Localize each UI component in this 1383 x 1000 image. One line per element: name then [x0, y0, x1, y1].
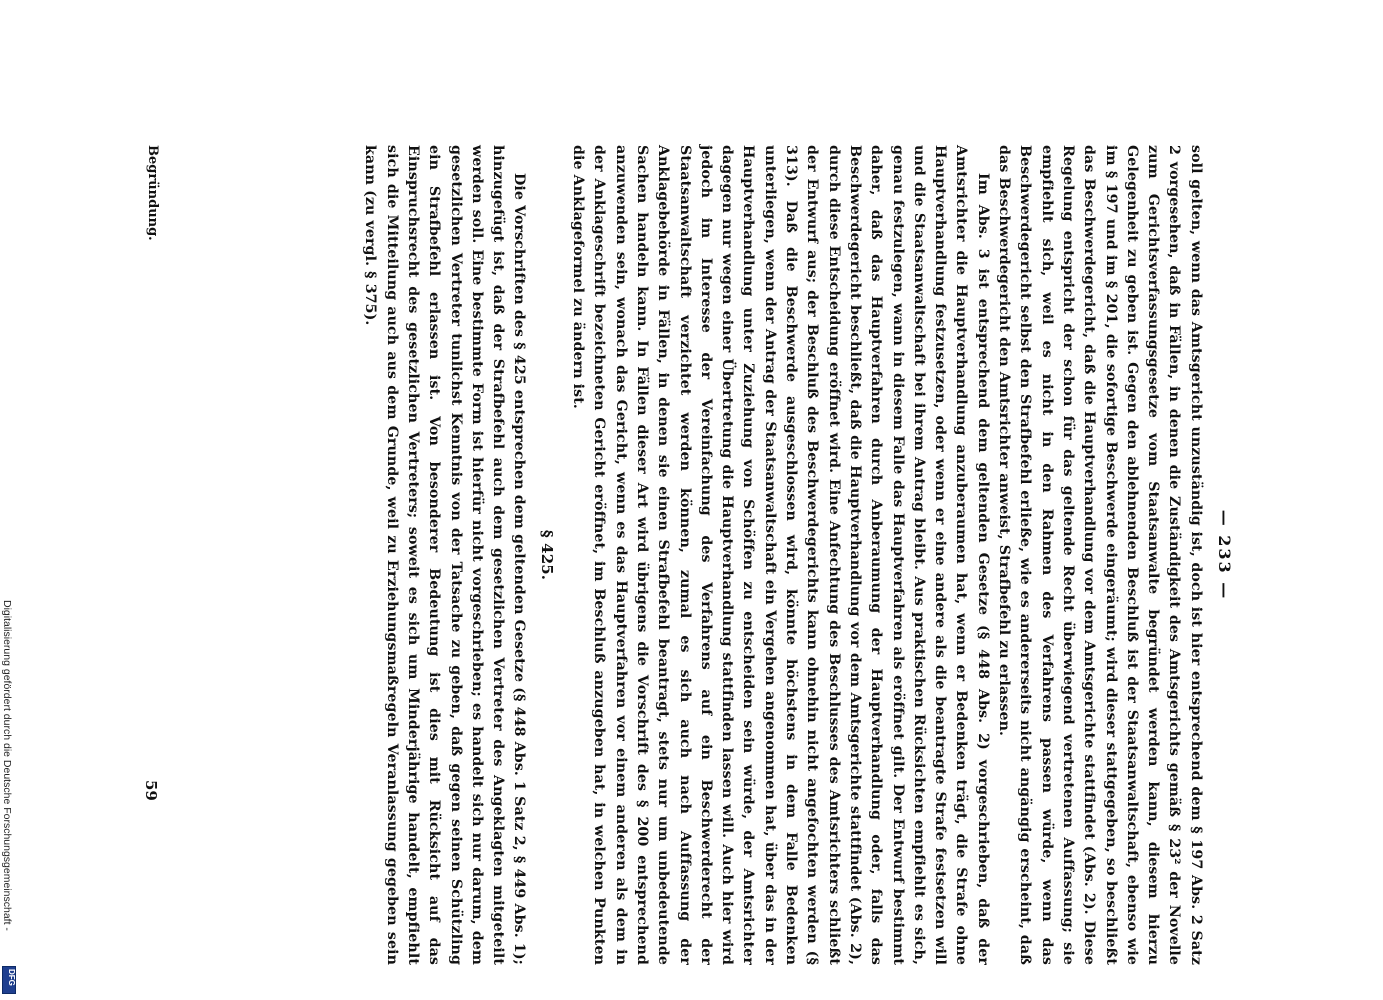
- paragraph-1: soll gelten, wenn das Amtsgericht unzuständig ist, doch ist hier entsprechend dem § 197 Abs. 2 Satz 2 vorgesehen, daß in Fällen, in denen die Zuständigkeit des Amtsgerichts gemäß § 23² der Novelle zum Gerichtsverfassungsgesetze vom Staatsanwalte begründet werden kann, diesem hierzu Gelegenheit zu geben ist. Gegen den ablehnenden Beschluß ist der Staatsanwaltschaft, ebenso wie im § 197 und im § 201, die sofortige Beschwerde eingeräumt; wird dieser stattgegeben, so beschließt das Beschwerdegericht, daß die Hauptverhandlung vor dem Amtsgerichte stattfindet (Abs. 2). Diese Regelung entspricht der schon für das geltende Recht überwiegend vertretenen Auffassung; sie empfiehlt sich, weil es nicht in den Rahmen des Verfahrens passen würde, wenn das Beschwerdegericht selbst den Strafbefehl erließe, wie es andererseits nicht angängig erscheint, daß das Beschwerdegericht den Amtsrichter anweist, Strafbefehl zu erlassen.: [996, 145, 1204, 965]
- section-heading: § 425.: [537, 529, 556, 581]
- side-credit: [0, 0, 20, 1000]
- footer-signature: Begründung.: [145, 145, 160, 241]
- dfg-logo-text: DFG: [7, 969, 16, 986]
- digitization-credit: Digitalisierung gefördert durch die Deutsche Forschungsgemeinschaft -: [1, 600, 13, 931]
- paragraph-3: Die Vorschriften des § 425 entsprechen dem geltenden Gesetze (§ 448 Abs. 1 Satz 2, § 449 Abs. 1); hinzugefügt ist, daß der Strafbefehl auch dem gesetzlichen Vertreter des Angeklagten mitgeteilt werden soll. Eine bestimmte Form ist hierfür nicht vorgeschrieben; es handelt sich nur darum, dem gesetzlichen Vertreter tunlichst Kenntnis von der Tatsache zu geben, daß gegen seinen Schützling ein Strafbefehl erlassen ist. Von besonderer Bedeutung ist dies mit Rücksicht auf das Einspruchsrecht des gesetzlichen Vertreters; soweit es sich um Minderjährige handelt, empfiehlt sich die Mitteilung auch aus dem Grunde, weil zu Erziehungsmaßregeln Veranlassung gegeben sein kann (zu vergl. § 375).: [362, 145, 528, 965]
- paragraph-2: Im Abs. 3 ist entsprechend dem geltenden Gesetze (§ 448 Abs. 2) vorgeschrieben, daß der Amtsrichter die Hauptverhandlung anzuberaumen hat, wenn er Bedenken trägt, die Strafe ohne Hauptverhandlung festzusetzen, oder wenn er eine andere als die beantragte Strafe festsetzen will und die Staatsanwaltschaft bei ihrem Antrag bleibt. Aus praktischen Rücksichten empfiehlt es sich, genau festzulegen, wann in diesem Falle das Hauptverfahren als eröffnet gilt. Der Entwurf bestimmt daher, daß das Hauptverfahren durch Anberaumung der Hauptverhandlung oder, falls das Beschwerdegericht beschließt, daß die Hauptverhandlung vor dem Amtsgerichte stattfindet (Abs. 2), durch diese Entscheidung eröffnet wird. Eine Anfechtung des Beschlusses des Amtsrichters schließt der Entwurf aus; der Beschluß des Beschwerdegerichts kann ohnehin nicht angefochten werden (§ 313). Daß die Beschwerde ausgeschlossen wird, könnte höchstens in dem Falle Bedenken unterliegen, wenn der Antrag der Staatsanwaltschaft ein Vergehen angenommen hat, über das in der Hauptverhandlung unter Zuziehung von Schöffen zu entscheiden sein würde, der Amtsrichter dagegen nur wegen einer Übertretung die Hauptverhandlung stattfinden lassen will. Auch hier wird jedoch im Interesse der Vereinfachung des Verfahrens auf ein Beschwerderecht der Staatsanwaltschaft verzichtet werden können, zumal es sich auch nach Auffassung der Anklagebehörde in Fällen, in denen sie einen Strafbefehl beantragt, stets nur um unbedeutende Sachen handeln kann. In Fällen dieser Art wird übrigens die Vorschrift des § 200 entsprechend anzuwenden sein, wonach das Gericht, wenn es das Hauptverfahren vor einem anderen als dem in der Anklageschrift bezeichneten Gericht eröffnet, im Beschluß anzugeben hat, in welchen Punkten die Anklageformel zu ändern ist.: [570, 145, 991, 965]
- page-body: [359, 140, 1235, 970]
- dfg-logo: [2, 966, 16, 994]
- rotated-page: [135, 140, 1235, 970]
- sheet-number: 59: [142, 780, 160, 801]
- page-frame: [135, 140, 1235, 970]
- page-number: — 233 —: [1215, 509, 1234, 601]
